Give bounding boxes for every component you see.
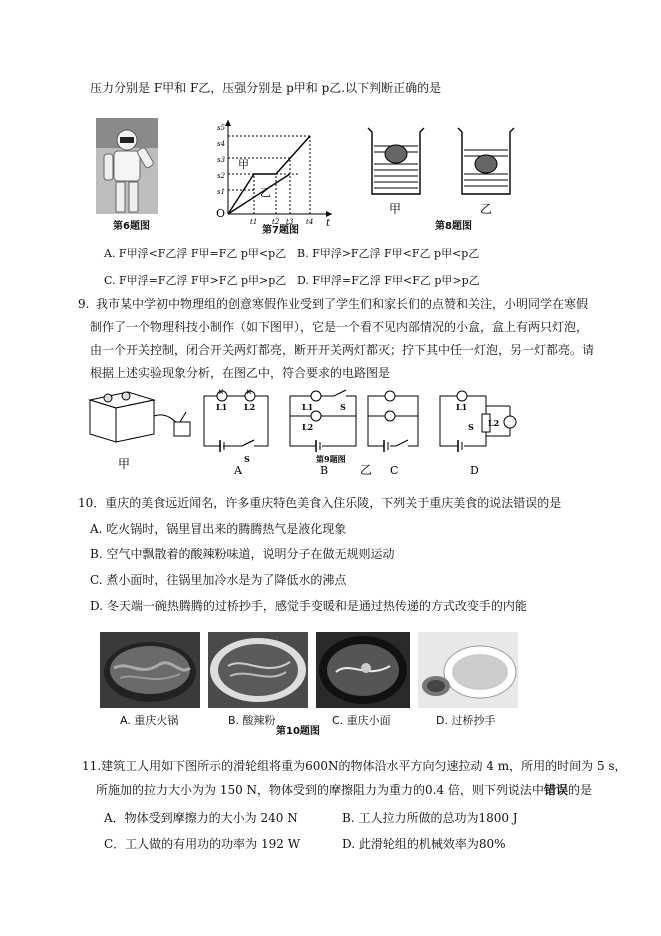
q11-line2 xyxy=(96,782,592,798)
b-l2: L2 xyxy=(302,422,314,432)
photo-chaoshou xyxy=(418,632,518,708)
q10-option-d: D. 冬天端一碗热腾腾的过桥抄手，感觉手变暖和是通过热传递的方式改变手的内能 xyxy=(90,599,527,613)
egg-yi xyxy=(475,155,497,173)
photo-hotpot xyxy=(100,632,200,708)
beakers-figure xyxy=(362,124,522,216)
egg-jia xyxy=(385,145,407,163)
q11-line2-pre: 所施加的拉力大小为为 150 N，物体受到的摩擦阻力为重力的0.4 倍，则下列说法中 xyxy=(96,783,544,797)
label-d: D xyxy=(470,464,479,477)
box-bulb-1 xyxy=(104,394,112,402)
s2-label: s2 xyxy=(217,172,226,180)
q10-stem: 10．重庆的美食远近闻名，许多重庆特色美食入住乐陵，下列关于重庆美食的说法错误的是 xyxy=(78,496,562,510)
label-a: A xyxy=(234,464,242,477)
origin-label: O xyxy=(216,207,226,220)
q8-option-d: D. F甲浮=F乙浮 F甲<F乙 p甲>p乙 xyxy=(297,274,480,287)
t1-label: t1 xyxy=(250,218,258,226)
fig8-caption: 第8题图 xyxy=(435,221,472,232)
fig6-caption: 第6题图 xyxy=(113,221,150,232)
q11-option-c: C．工人做的有用功的功率为 192 W xyxy=(104,837,301,851)
t2-label: t2 xyxy=(272,218,280,226)
s5-label: s5 xyxy=(217,124,226,132)
st-graph xyxy=(212,116,337,228)
q11-line1: 11.建筑工人用如下图所示的滑轮组将重为600N的物体沿水平方向匀速拉动 4 m，所用的时间为 5 s， xyxy=(82,759,627,773)
q10-option-c: C. 煮小面时，往锅里加冷水是为了降低水的沸点 xyxy=(90,573,347,587)
svg-text:×: × xyxy=(218,388,224,396)
b-fig-caption: 第9题图 xyxy=(316,454,346,464)
q9-line2: 制作了一个物理科技小制作（如下图甲），它是一个看不见内部情况的小盒，盒上有两只灯泡， xyxy=(90,320,589,334)
label-jia: 甲 xyxy=(118,457,131,471)
photo-label-b: B. 酸辣粉 xyxy=(228,714,276,727)
a-l1: L1 xyxy=(216,402,228,412)
q10-option-b: B. 空气中飘散着的酸辣粉味道，说明分子在做无规则运动 xyxy=(90,547,395,561)
robot-photo xyxy=(96,118,158,214)
a-l2: L2 xyxy=(244,402,256,412)
d-s: S xyxy=(468,422,474,432)
d-l1: L1 xyxy=(456,402,468,412)
q11-line2-post: 的是 xyxy=(567,783,592,797)
t-axis-label: t xyxy=(326,218,331,228)
b-s: S xyxy=(340,402,346,412)
q11-option-a: A．物体受到摩擦力的大小为 240 N xyxy=(104,811,298,825)
t4-label: t4 xyxy=(306,218,314,226)
d-l2: L2 xyxy=(488,418,500,428)
q11-line2-bold: 错误 xyxy=(543,783,568,797)
b-l1: L1 xyxy=(302,402,314,412)
q9-line3: 由一个开关控制，闭合开关两灯都亮，断开开关两灯都灭；拧下其中任一灯泡，另一灯都亮。请 xyxy=(90,343,595,357)
q8-intro: 压力分别是 F甲和 F乙，压强分别是 p甲和 p乙.以下判断正确的是 xyxy=(90,81,442,95)
q8-option-a: A. F甲浮<F乙浮 F甲=F乙 p甲<p乙 xyxy=(104,247,287,260)
photo-xiaomian xyxy=(316,632,410,708)
fig10-caption: 第10题图 xyxy=(276,726,320,737)
photo-label-c: C. 重庆小面 xyxy=(332,714,391,727)
beaker-yi-label: 乙 xyxy=(480,202,493,216)
q9-line1: 我市某中学初中物理组的创意寒假作业受到了学生们和家长们的点赞和关注，小明同学在寒假 xyxy=(96,297,589,311)
q11-option-d: D. 此滑轮组的机械效率为80% xyxy=(342,837,506,851)
photo-noodles xyxy=(208,632,308,708)
svg-text:×: × xyxy=(246,388,252,396)
box-switch xyxy=(174,422,190,436)
photo-label-a: A. 重庆火锅 xyxy=(120,714,179,727)
label-b: B xyxy=(320,464,329,477)
circuit-figure xyxy=(84,386,524,478)
s3-label: s3 xyxy=(217,156,226,164)
box-bulb-2 xyxy=(122,392,130,400)
a-s: S xyxy=(244,454,250,464)
photo-label-d: D. 过桥抄手 xyxy=(436,714,496,727)
fig7-caption: 第7题图 xyxy=(262,225,299,236)
s1-label: s1 xyxy=(217,188,226,196)
label-c: C xyxy=(390,464,399,477)
q8-option-c: C. F甲浮=F乙浮 F甲>F乙 p甲>p乙 xyxy=(104,274,287,287)
jia-line-label: 甲 xyxy=(238,158,249,171)
beaker-jia-label: 甲 xyxy=(389,202,402,216)
t3-label: t3 xyxy=(286,218,294,226)
q9-number: 9. xyxy=(78,297,90,311)
yi-line-label: 乙 xyxy=(260,186,271,199)
q10-option-a: A. 吃火锅时，锅里冒出来的腾腾热气是液化现象 xyxy=(90,522,347,536)
robot-image xyxy=(96,118,158,214)
q8-option-b: B. F甲浮>F乙浮 F甲<F乙 p甲<p乙 xyxy=(297,247,480,260)
q9-line4: 根据上述实验现象分析，在图乙中，符合要求的电路图是 xyxy=(90,366,391,380)
q11-option-b: B. 工人拉力所做的总功为1800 J xyxy=(342,811,518,825)
label-yi: 乙 xyxy=(360,463,373,477)
s4-label: s4 xyxy=(217,140,226,148)
